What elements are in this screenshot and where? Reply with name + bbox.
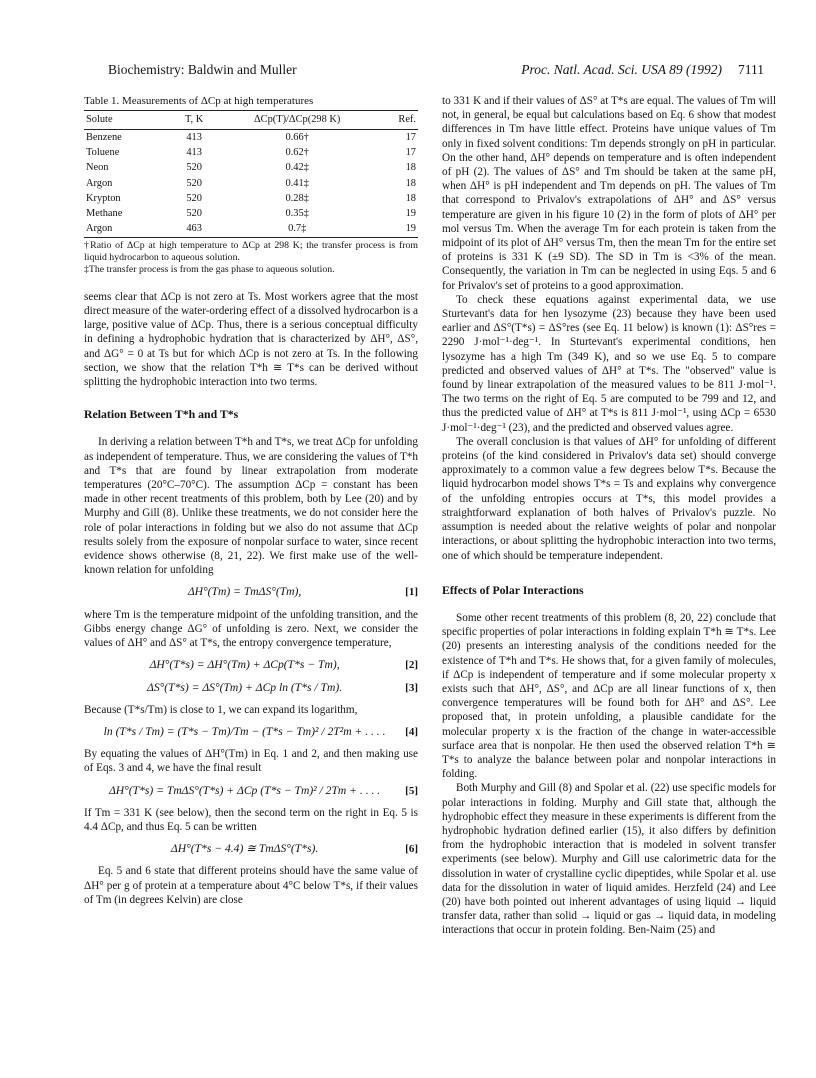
table-header-row [84, 111, 418, 130]
col-header-solute: Solute [84, 111, 169, 130]
cell-solute: Argon [84, 222, 169, 238]
cell-ref: 17 [405, 147, 416, 159]
cell-ref: 19 [405, 207, 416, 219]
cell-ratio: 0.28‡ [285, 192, 309, 204]
paragraph: where Tm is the temperature midpoint of the unfolding transition, and the Gibbs energy change ΔG° of unfolding is zero. Next, we consider the values of ΔH° and ΔS° at T*s, the entropy convergence temperature, [84, 608, 418, 650]
equation-5 [84, 784, 418, 798]
paragraph: Eq. 5 and 6 state that different proteins should have the same value of ΔH° per g of protein at a temperature about 4°C below T*s, if their values of Tm (in degrees Kelvin) are close [84, 865, 418, 906]
equation-number: [5] [405, 784, 418, 797]
cell-ratio: 0.7‡ [219, 222, 375, 238]
table-caption: Table 1. Measurements of ΔCp at high temperatures [84, 95, 314, 107]
cell-ratio: 0.66† [285, 131, 309, 143]
cell-solute: Toluene [86, 147, 120, 159]
col-header-ref: Ref. [375, 111, 418, 130]
cell-solute: Argon [86, 177, 113, 189]
equation-2 [84, 658, 418, 672]
table-row [84, 222, 418, 238]
col-header-ratio: ΔCp(T)/ΔCp(298 K) [219, 111, 375, 130]
equation-body: ΔH°(Tm) = TmΔS°(Tm), [187, 585, 302, 599]
cell-temperature: 520 [186, 177, 202, 189]
cell-temperature: 413 [186, 131, 202, 143]
delta-cp-table [84, 110, 418, 238]
equation-4 [84, 725, 418, 739]
equation-body: ΔH°(T*s) = ΔH°(Tm) + ΔCp(T*s − Tm), [149, 658, 340, 672]
table-footnotes [84, 240, 418, 276]
running-header-authors: Biochemistry: Baldwin and Muller [108, 62, 297, 77]
cell-ref: 18 [405, 162, 416, 174]
table-row [84, 191, 418, 206]
cell-solute: Krypton [86, 192, 121, 204]
paragraph: seems clear that ΔCp is not zero at Ts. Most workers agree that the most direct measure of the water-ordering effect of a dissolved hydrocarbon is a large, positive value of ΔCp. Thus, there is a serious conceptual difficulty in defining a hydrophobic hydration that is characterized by ΔH°, ΔS°, and ΔG° = 0 at Ts but for which ΔCp is not zero at Ts. In the following section, we show that the relation T*h ≅ T*s can be derived without splitting the hydrophobic interaction into two terms. [84, 290, 418, 389]
table-row [84, 146, 418, 161]
cell-ref: 18 [405, 192, 416, 204]
cell-temperature: 520 [186, 207, 202, 219]
cell-ratio: 0.42‡ [285, 162, 309, 174]
cell-solute: Neon [86, 162, 109, 174]
equation-number: [6] [405, 843, 418, 856]
cell-ratio: 0.41‡ [285, 177, 309, 189]
running-header-journal [521, 62, 764, 78]
paragraph: If Tm = 331 K (see below), then the second term on the right in Eq. 5 is 4.4 ΔCp, and thus Eq. 5 can be written [84, 806, 418, 833]
cell-ref: 19 [375, 222, 418, 238]
page-number: 7111 [738, 62, 764, 77]
cell-ratio: 0.62† [285, 147, 309, 159]
paragraph: Both Murphy and Gill (8) and Spolar et al. (22) use specific models for polar interactions in folding. Murphy and Gill state that, although the hydrophobic effect they measure in these experiments is different from the hydrophobic hydration defined earlier (15), it also differs by definition from the hydrophobic interaction that is modeled in solvent transfer experiments (see below). Murphy and Gill use calorimetric data for the dissolution in water of crystalline cyclic dipeptides, while Spolar et al. use data for the dissolution in water of liquid amides. Herzfeld (24) and Lee (20) have both pointed out inherent advantages of using liquid → liquid transfer data, rather than solid → liquid or gas → liquid data, in modeling interactions that occur in protein folding. Ben-Naim (25) and [442, 782, 776, 937]
journal-citation: Proc. Natl. Acad. Sci. USA 89 (1992) [521, 62, 722, 77]
table-row [84, 130, 418, 146]
right-column [442, 94, 776, 938]
equation-body: ln (T*s / Tm) = (T*s − Tm)/Tm − (T*s − Tm)² / 2T²m + . . . . [103, 724, 386, 738]
cell-ref: 18 [405, 177, 416, 189]
section-heading: Effects of Polar Interactions [442, 582, 584, 597]
equation-number: [1] [405, 586, 418, 599]
paragraph: To check these equations against experimental data, we use Sturtevant's data for hen lysozyme (23) because they have been used earlier and ΔS°(T*s) = ΔS°res (see Eq. 11 below) is known (1): ΔS°res = 2290 J·mol⁻¹·deg⁻¹. In Sturtevant's experimental conditions, hen lysozyme has a high Tm (349 K), and so we use Eq. 5 to compare predicted and observed values of ΔH° at T*s. The "observed" value is found by linear extrapolation of the measured values to be 811 J·mol⁻¹. The two terms on the right of Eq. 5 are computed to be 799 and 12, and thus the predicted value of ΔH° at T*s is 811 J·mol⁻¹, using ΔCp = 6530 J·mol⁻¹·deg⁻¹ (23), and the predicted and observed values agree. [442, 293, 776, 434]
equation-number: [2] [405, 659, 418, 672]
cell-ratio: 0.35‡ [285, 207, 309, 219]
equation-body: ΔH°(T*s − 4.4) ≅ TmΔS°(T*s). [170, 842, 319, 856]
col-header-temperature: T, K [169, 111, 219, 130]
equation-number: [3] [405, 681, 418, 694]
left-column [84, 94, 418, 907]
paragraph: to 331 K and if their values of ΔS° at T*s are equal. The values of Tm will not, in general, be equal but calculations based on Eq. 6 show that modest differences in Tm have little effect. Proteins have unique values of Tm only in fixed solvent conditions: Tm depends strongly on pH in particular. On the other hand, ΔH° depends on temperature and is often independent of pH (2). The values of ΔS° and Tm should be taken at the same pH, when ΔH° is pH independent and Tm depends on pH. The values of Tm that correspond to Privalov's extrapolations of ΔH° and ΔS° versus temperature are given in his figure 10 (2) in the form of plots of ΔH° per mol versus Tm. When the average Tm for each protein is taken from the midpoint of its plot of ΔH° versus Tm, then the mean Tm for the entire set of proteins is 331 K (±9 SD). The SD in Tm is <3% of the mean. Consequently, the variation in Tm can be neglected in using Eqs. 5 and 6 for Privalov's set of proteins to a good approximation. [442, 95, 776, 292]
table-row [84, 176, 418, 191]
cell-solute: Benzene [86, 131, 122, 143]
table-row [84, 161, 418, 176]
cell-ref: 17 [405, 131, 416, 143]
cell-solute: Methane [86, 207, 123, 219]
equation-1 [84, 585, 418, 599]
table-footnote-dagger: †Ratio of ΔCp at high temperature to ΔCp at 298 K; the transfer process is from liquid hydrocarbon to aqueous solution. [84, 239, 418, 263]
table-row [84, 206, 418, 221]
paragraph: The overall conclusion is that values of ΔH° for unfolding of different proteins (of the kind considered in Privalov's data set) should converge approximately to a common value a few degrees below T*s. Because the liquid hydrocarbon model shows T*s = Ts and explains why convergence of the unfolding entropies occurs at T*s, this model provides a straightforward explanation of both halves of Privalov's puzzle. No assumption is needed about the relative weights of polar and nonpolar interactions, or about splitting the hydrophobic interaction into two terms, one of which should be temperature independent. [442, 435, 776, 562]
equation-body: ΔH°(T*s) = TmΔS°(T*s) + ΔCp (T*s − Tm)² / 2Tm + . . . . [108, 783, 381, 797]
cell-temperature: 463 [169, 222, 219, 238]
cell-temperature: 413 [186, 147, 202, 159]
section-heading: Relation Between T*h and T*s [84, 407, 239, 422]
equation-number: [4] [405, 725, 418, 738]
equation-body: ΔS°(T*s) = ΔS°(Tm) + ΔCp ln (T*s / Tm). [147, 680, 343, 694]
table-footnote-double-dagger: ‡The transfer process is from the gas phase to aqueous solution. [84, 263, 335, 275]
cell-temperature: 520 [186, 192, 202, 204]
paragraph: Because (T*s/Tm) is close to 1, we can expand its logarithm, [84, 703, 358, 716]
paragraph: Some other recent treatments of this problem (8, 20, 22) conclude that specific properties of polar interactions in folding explain T*h ≅ T*s. Lee (20) presents an interesting analysis of the conditions needed for the existence of T*h and T*s. He shows that, for a given family of molecules, if ΔCp is independent of temperature and if some molecular property x exists such that ΔH°, ΔS°, and ΔCp are all linear functions of x, then convergence temperatures will be found both for ΔH° and ΔS°. Lee proposed that, in protein unfolding, a plausible candidate for the molecular property x is the fraction of the change in water-accessible surface area that is nonpolar. He then used the observed relation T*h ≅ T*s to analyze the balance between polar and nonpolar interactions in folding. [442, 611, 776, 781]
equation-3 [84, 681, 418, 695]
equation-6 [84, 842, 418, 856]
cell-temperature: 520 [186, 162, 202, 174]
paragraph: In deriving a relation between T*h and T*s, we treat ΔCp for unfolding as independent of temperature. Thus, we are considering the values of T*h and T*s that are found by linear extrapolation from moderate temperatures (20°C–70°C). The assumption ΔCp = constant has been made in other recent treatments of this problem, both by Lee (20) and by Murphy and Gill (8). Unlike these treatments, we do not consider here the role of polar interactions in folding but we also do not assume that ΔCp results solely from the exposure of nonpolar surface to water, since recent evidence shows otherwise (8, 21, 22). We first make use of the well-known relation for unfolding [84, 436, 418, 577]
paragraph: By equating the values of ΔH°(Tm) in Eq. 1 and 2, and then making use of Eqs. 3 and 4, we have the final result [84, 748, 418, 775]
